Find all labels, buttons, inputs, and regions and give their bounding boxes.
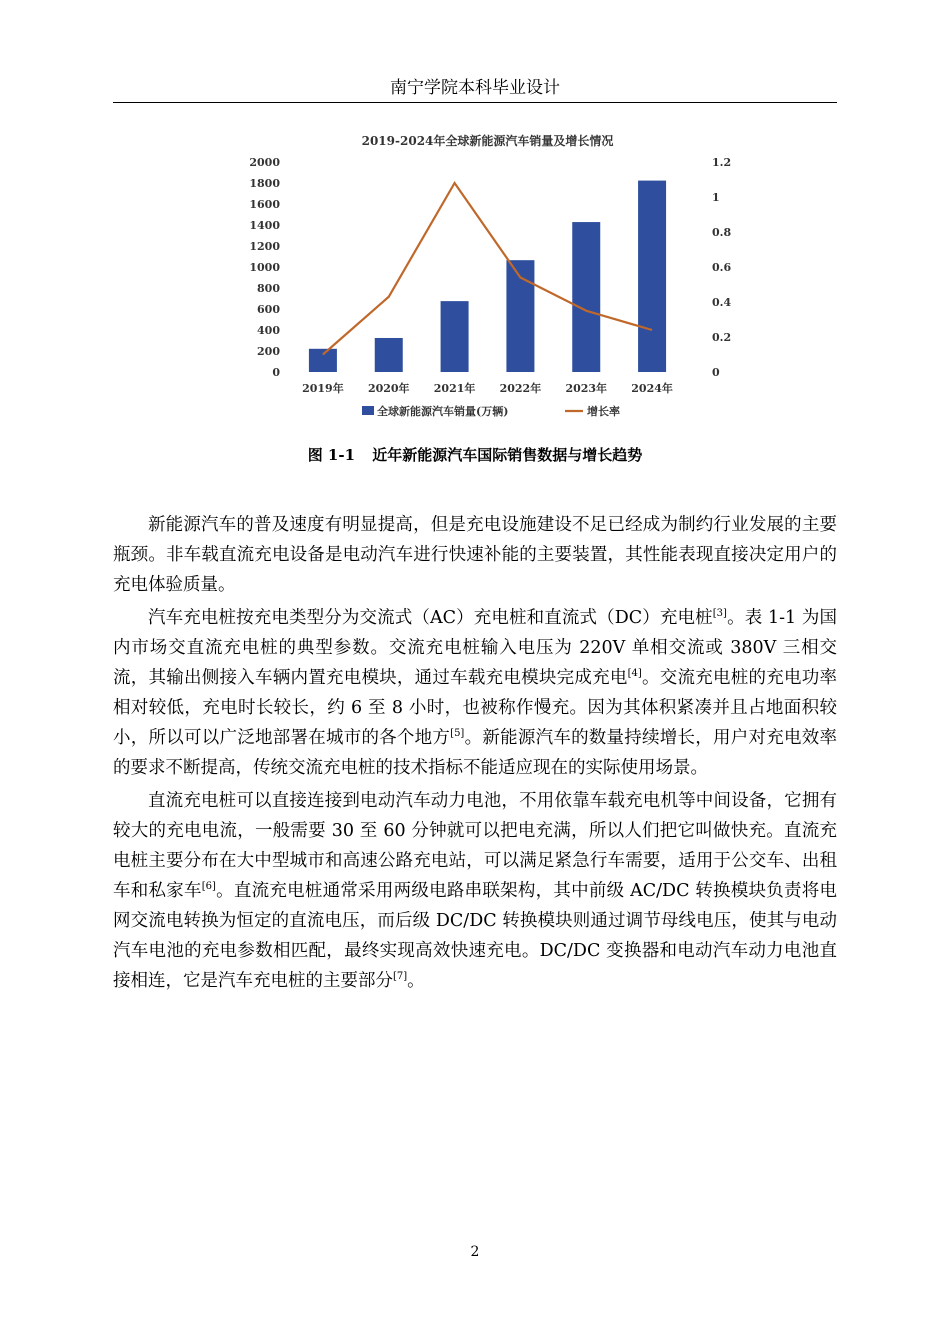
- figure-label: 图 1-1: [307, 446, 356, 464]
- figure-caption: [113, 444, 837, 465]
- y-left-tick-label: 2000: [249, 156, 280, 169]
- bar-2020年: [375, 338, 403, 372]
- citation-marker: [3]: [712, 608, 727, 620]
- body-text: [113, 510, 837, 999]
- x-tick-label: 2024年: [631, 382, 673, 395]
- x-tick-label: 2023年: [565, 382, 608, 395]
- y-left-tick-label: 200: [257, 345, 280, 358]
- y-left-tick-label: 1000: [249, 261, 280, 274]
- paragraph-2: 汽车充电桩按充电类型分为交流式（AC）充电桩和直流式（DC）充电桩[3]。表 1-1 为国内市场交直流充电桩的典型参数。交流充电桩输入电压为 220V 单相交流或 380V 三相交流，其输出侧接入车辆内置充电模块，通过车载充电模块完成充电[4]。交流充电桩的充电功率相对较低，充电时长较长，约 6 至 8 小时，也被称作慢充。因为其体积紧凑并且占地面积较小，所以可以广泛地部署在城市的各个地方[5]。新能源汽车的数量持续增长，用户对充电效率的要求不断提高，传统交流充电桩的技术指标不能适应现在的实际使用场景。: [113, 608, 838, 778]
- y-left-tick-label: 1800: [249, 177, 280, 190]
- figure-caption-text: 近年新能源汽车国际销售数据与增长趋势: [372, 446, 643, 464]
- bar-2019年: [309, 349, 337, 372]
- chart-title: 2019-2024年全球新能源汽车销量及增长情况: [361, 134, 614, 148]
- growth-rate-line: [323, 183, 652, 355]
- y-left-tick-label: 1200: [249, 240, 280, 253]
- page-header: 南宁学院本科毕业设计: [390, 78, 560, 98]
- legend-line-label: 增长率: [587, 405, 620, 418]
- y-right-tick-label: 1.2: [712, 156, 732, 169]
- citation-marker: [7]: [393, 971, 408, 983]
- paragraph-1: 新能源汽车的普及速度有明显提高，但是充电设施建设不足已经成为制约行业发展的主要瓶颈。非车载直流充电设备是电动汽车进行快速补能的主要装置，其性能表现直接决定用户的充电体验质量。: [113, 515, 837, 595]
- x-tick-label: 2021年: [433, 382, 476, 395]
- bar-2024年: [638, 181, 666, 372]
- y-left-tick-label: 400: [257, 324, 280, 337]
- y-right-tick-label: 0.8: [712, 226, 732, 239]
- y-left-tick-label: 800: [257, 282, 280, 295]
- legend-bar-swatch: [362, 406, 374, 415]
- x-tick-label: 2020年: [367, 382, 410, 395]
- y-right-tick-label: 0.4: [712, 296, 732, 309]
- x-tick-label: 2019年: [302, 382, 344, 395]
- bar-2023年: [572, 222, 600, 372]
- citation-marker: [5]: [450, 728, 465, 740]
- y-left-tick-label: 0: [272, 366, 280, 379]
- y-left-tick-label: 1600: [249, 198, 280, 211]
- x-tick-label: 2022年: [499, 382, 542, 395]
- citation-marker: [4]: [627, 668, 642, 680]
- page-number: 2: [470, 1244, 480, 1260]
- citation-marker: [6]: [201, 881, 216, 893]
- paragraph-3: 直流充电桩可以直接连接到电动汽车动力电池，不用依靠车载充电机等中间设备，它拥有较大的充电电流，一般需要 30 至 60 分钟就可以把电充满，所以人们把它叫做快充。直流充电桩主要分布在大中型城市和高速公路充电站，可以满足紧急行车需要，适用于公交车、出租车和私家车[6]。直流充电桩通常采用两级电路串联架构，其中前级 AC/DC 转换模块负责将电网交流电转换为恒定的直流电压，而后级 DC/DC 转换模块则通过调节母线电压，使其与电动汽车电池的充电参数相匹配，最终实现高效快速充电。DC/DC 变换器和电动汽车动力电池直接相连，它是汽车充电桩的主要部分[7]。: [113, 791, 838, 991]
- y-right-tick-label: 0: [712, 366, 720, 379]
- sales-growth-chart: [240, 125, 732, 425]
- y-left-tick-label: 1400: [249, 219, 280, 232]
- bar-2021年: [441, 301, 469, 372]
- y-right-tick-label: 0.2: [712, 331, 732, 344]
- header-rule: [113, 102, 837, 104]
- y-right-tick-label: 1: [712, 191, 720, 204]
- y-right-tick-label: 0.6: [712, 261, 732, 274]
- y-left-tick-label: 600: [257, 303, 280, 316]
- legend-bar-label: 全球新能源汽车销量(万辆): [377, 405, 509, 418]
